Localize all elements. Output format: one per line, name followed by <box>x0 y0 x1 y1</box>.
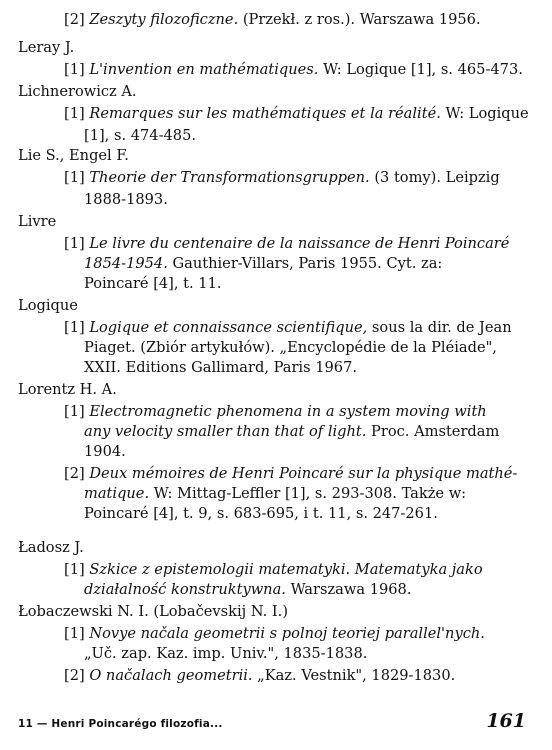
author-heading <box>18 82 137 102</box>
author-heading <box>18 380 117 400</box>
author-name: Logique <box>18 297 78 314</box>
reference-number: [1] <box>64 61 85 78</box>
author-name: Lorentz H. A. <box>18 381 117 398</box>
reference-number: [1] <box>64 105 85 122</box>
reference-title: matique. <box>84 485 150 502</box>
reference-details: XXII. Editions Gallimard, Paris 1967. <box>84 359 358 376</box>
reference-details: Piaget. (Zbiór artykułów). „Encyclopédie de la Pléiade", <box>84 339 497 356</box>
reference-entry <box>64 234 526 254</box>
reference-entry <box>64 560 526 580</box>
reference-title: L'invention en mathématiques. <box>89 61 319 78</box>
reference-continuation <box>84 422 499 442</box>
author-name: Ładosz J. <box>18 539 84 556</box>
reference-title: Logique et connaissance scientifique, <box>89 319 368 336</box>
reference-number: [1] <box>64 319 85 336</box>
reference-details: sous la dir. de Jean <box>367 319 512 336</box>
reference-title: Zeszyty filozoficzne. <box>89 11 239 28</box>
author-name: Lie S., Engel F. <box>18 147 129 164</box>
reference-details: Poincaré [4], t. 9, s. 683-695, i t. 11, s. 247-261. <box>84 505 438 522</box>
reference-entry <box>64 666 526 686</box>
reference-title: Le livre du centenaire de la naissance de Henri Poincaré <box>89 235 510 252</box>
author-heading <box>18 296 78 316</box>
author-heading <box>18 146 129 166</box>
reference-title: O načalach geometrii. <box>89 667 253 684</box>
reference-number: [1] <box>64 169 85 186</box>
reference-continuation <box>84 274 222 294</box>
reference-number: [2] <box>64 667 85 684</box>
reference-continuation <box>84 190 168 210</box>
reference-entry <box>64 464 526 484</box>
reference-continuation <box>84 338 497 358</box>
author-name: Lichnerowicz A. <box>18 83 137 100</box>
reference-entry <box>64 402 526 422</box>
reference-continuation <box>84 580 411 600</box>
reference-number: [1] <box>64 561 85 578</box>
reference-number: [2] <box>64 465 85 482</box>
reference-title: Deux mémoires de Henri Poincaré sur la physique mathé- <box>89 465 518 482</box>
author-heading <box>18 38 74 58</box>
reference-details: Poincaré [4], t. 11. <box>84 275 222 292</box>
reference-continuation <box>84 442 126 462</box>
reference-entry <box>64 624 526 644</box>
reference-entry <box>64 104 529 124</box>
reference-title: Novye načala geometrii s polnoj teoriej parallel'nych. <box>89 625 485 642</box>
reference-title: Remarques sur les mathématiques et la réalité. <box>89 105 441 122</box>
author-heading <box>18 602 288 622</box>
reference-entry <box>64 318 526 338</box>
reference-continuation <box>84 484 466 504</box>
reference-title: Szkice z epistemologii matematyki. Matematyka jako <box>89 561 483 578</box>
reference-details: Warszawa 1968. <box>285 581 412 598</box>
reference-continuation <box>84 126 196 146</box>
page-number: 161 <box>486 710 526 732</box>
reference-number: [1] <box>64 403 85 420</box>
reference-number: [1] <box>64 235 85 252</box>
reference-details: 1904. <box>84 443 126 460</box>
reference-number: [1] <box>64 625 85 642</box>
reference-details: [1], s. 474-485. <box>84 127 196 144</box>
reference-details: W: Logique <box>440 105 529 122</box>
author-heading <box>18 212 56 232</box>
reference-entry <box>64 60 526 80</box>
reference-details: W: Mittag-Leffler [1], s. 293-308. Także w: <box>149 485 467 502</box>
reference-details: Proc. Amsterdam <box>366 423 500 440</box>
reference-details: 1888-1893. <box>84 191 168 208</box>
reference-entry <box>64 168 526 188</box>
reference-title: Electromagnetic phenomena in a system moving with <box>89 403 487 420</box>
reference-continuation <box>84 254 442 274</box>
reference-continuation <box>84 504 438 524</box>
reference-entry <box>64 10 526 30</box>
reference-details: „Kaz. Vestnik", 1829-1830. <box>252 667 456 684</box>
reference-number: [2] <box>64 11 85 28</box>
author-name: Leray J. <box>18 39 75 56</box>
reference-details: (Przekł. z ros.). Warszawa 1956. <box>238 11 481 28</box>
reference-details: „Uč. zap. Kaz. imp. Univ.", 1835-1838. <box>84 645 368 662</box>
reference-details: (3 tomy). Leipzig <box>369 169 500 186</box>
reference-title: Theorie der Transformationsgruppen. <box>89 169 370 186</box>
author-heading <box>18 538 84 558</box>
reference-title: 1854-1954. <box>84 255 168 272</box>
reference-details: W: Logique [1], s. 465-473. <box>318 61 523 78</box>
reference-details: Gauthier-Villars, Paris 1955. Cyt. za: <box>167 255 443 272</box>
running-footer-title: 11 — Henri Poincarégo filozofia... <box>18 718 223 730</box>
reference-continuation <box>84 358 357 378</box>
author-name: Łobaczewski N. I. (Lobačevskij N. I.) <box>18 603 289 620</box>
reference-continuation <box>84 644 367 664</box>
reference-title: any velocity smaller than that of light. <box>84 423 367 440</box>
reference-title: działalność konstruktywna. <box>84 581 286 598</box>
author-name: Livre <box>18 213 57 230</box>
